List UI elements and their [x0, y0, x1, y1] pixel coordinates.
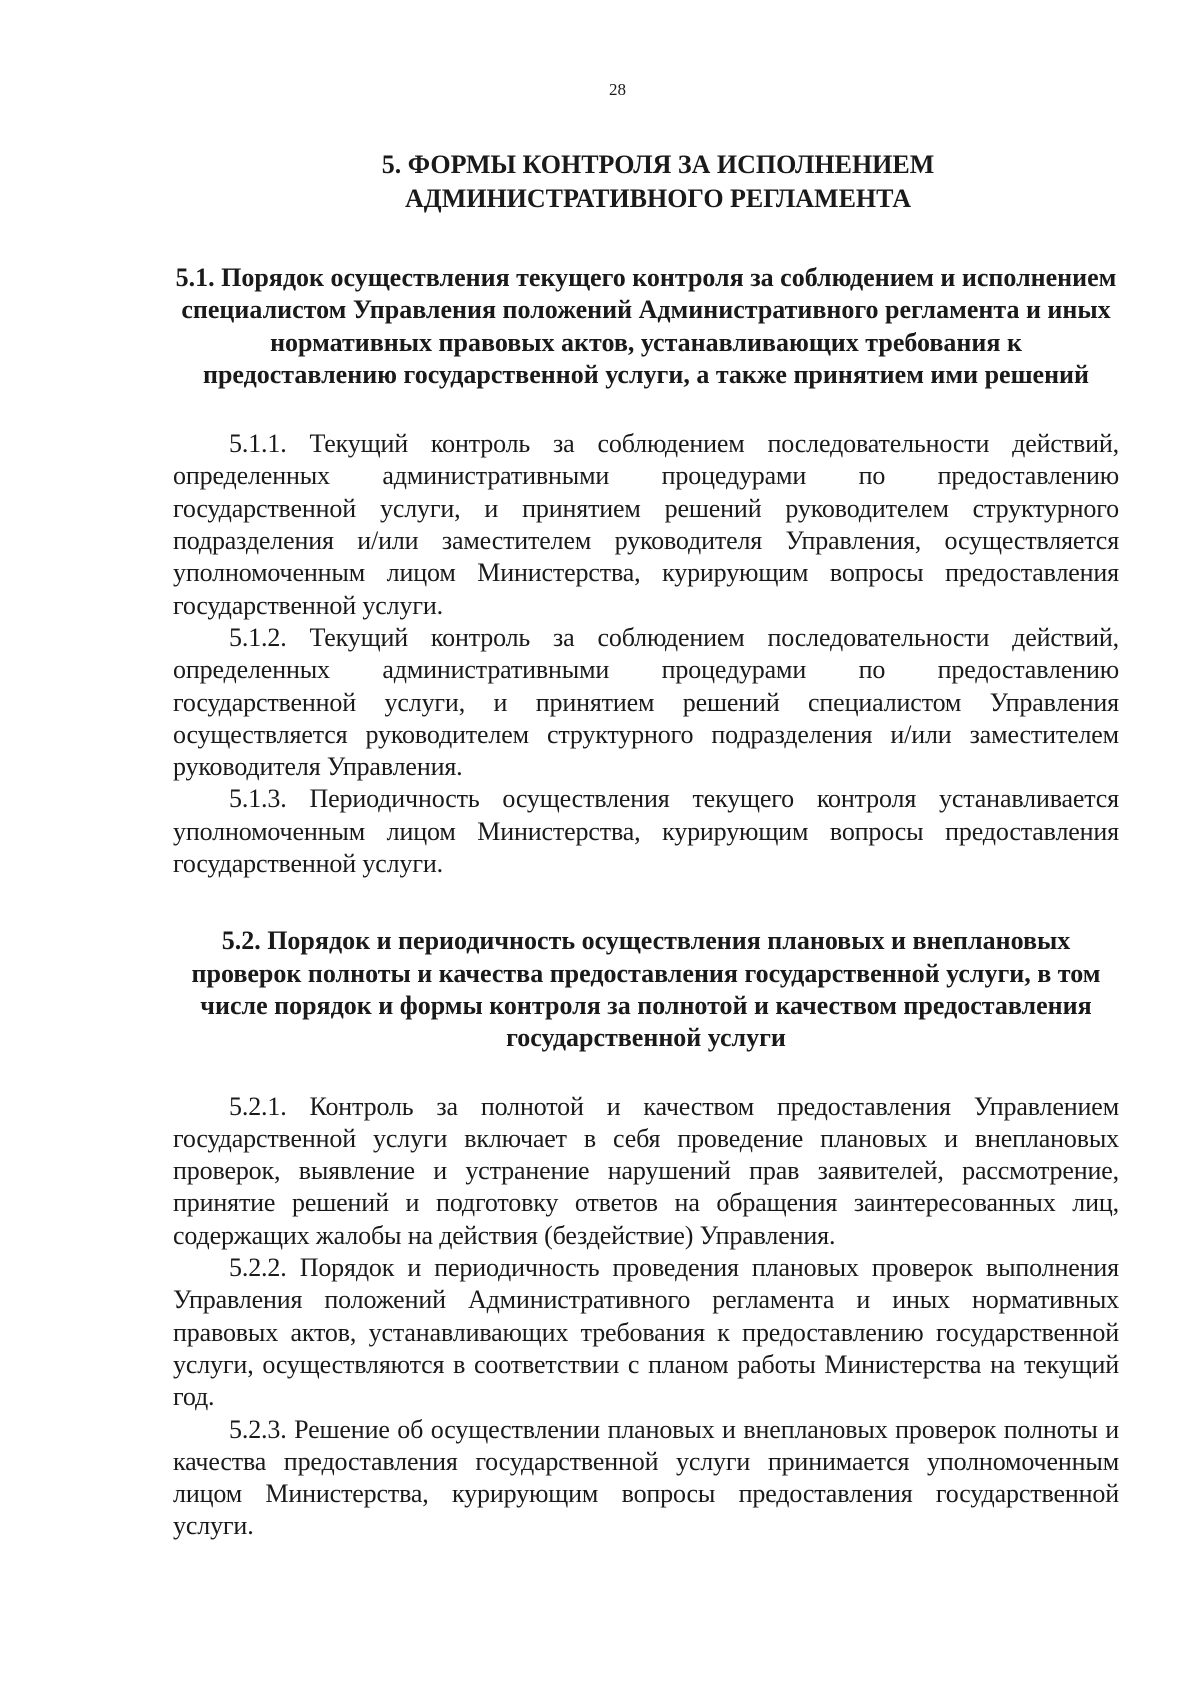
chapter-title-line-2: АДМИНИСТРАТИВНОГО РЕГЛАМЕНТА	[405, 184, 911, 213]
chapter-title	[173, 148, 1119, 216]
chapter-title-line-1: 5. ФОРМЫ КОНТРОЛЯ ЗА ИСПОЛНЕНИЕМ	[381, 150, 935, 179]
section-5-1-body	[173, 428, 1119, 880]
paragraph-5-1-1: 5.1.1. Текущий контроль за соблюдением последовательности действий, определенных административными процедурами по предоставлению государственной услуги, и принятием решений руководителем структурного подразделения и/или заместителем руководителя Управления, осуществляется уполномоченным лицом Министерства, курирующим вопросы предоставления государственной услуги.	[173, 429, 1119, 620]
page-content	[173, 148, 1119, 1543]
section-5-1-title: 5.1. Порядок осуществления текущего контроля за соблюдением и исполнением специалистом Управления положений Административного регламента и иных нормативных правовых актов, устанавливающих требования к предоставлению государственной услуги, а также принятием ими решений	[175, 263, 1117, 389]
paragraph-5-1-3: 5.1.3. Периодичность осуществления текущего контроля устанавливается уполномоченным лицом Министерства, курирующим вопросы предоставления государственной услуги.	[173, 784, 1119, 879]
section-5-2-body	[173, 1091, 1119, 1543]
paragraph-5-2-1: 5.2.1. Контроль за полнотой и качеством предоставления Управлением государственной услуги включает в себя проведение плановых и внеплановых проверок, выявление и устранение нарушений прав заявителей, рассмотрение, принятие решений и подготовку ответов на обращения заинтересованных лиц, содержащих жалобы на действия (бездействие) Управления.	[173, 1091, 1119, 1250]
paragraph-5-2-2: 5.2.2. Порядок и периодичность проведения плановых проверок выполнения Управления положений Административного регламента и иных нормативных правовых актов, устанавливающих требования к предоставлению государственной услуги, осуществляются в соответствии с планом работы Министерства на текущий год.	[173, 1253, 1119, 1412]
paragraph-5-2-3: 5.2.3. Решение об осуществлении плановых и внеплановых проверок полноты и качества предоставления государственной услуги принимается уполномоченным лицом Министерства, курирующим вопросы предоставления государственной услуги.	[173, 1414, 1119, 1541]
paragraph-5-1-2: 5.1.2. Текущий контроль за соблюдением последовательности действий, определенных административными процедурами по предоставлению государственной услуги, и принятием решений специалистом Управления осуществляется руководителем структурного подразделения и/или заместителем руководителя Управления.	[173, 622, 1119, 782]
section-5-2-title: 5.2. Порядок и периодичность осуществления плановых и внеплановых проверок полноты и качества предоставления государственной услуги, в том числе порядок и формы контроля за полнотой и качеством предоставления государственной услуги	[191, 926, 1101, 1053]
page-number: 28	[609, 80, 626, 99]
